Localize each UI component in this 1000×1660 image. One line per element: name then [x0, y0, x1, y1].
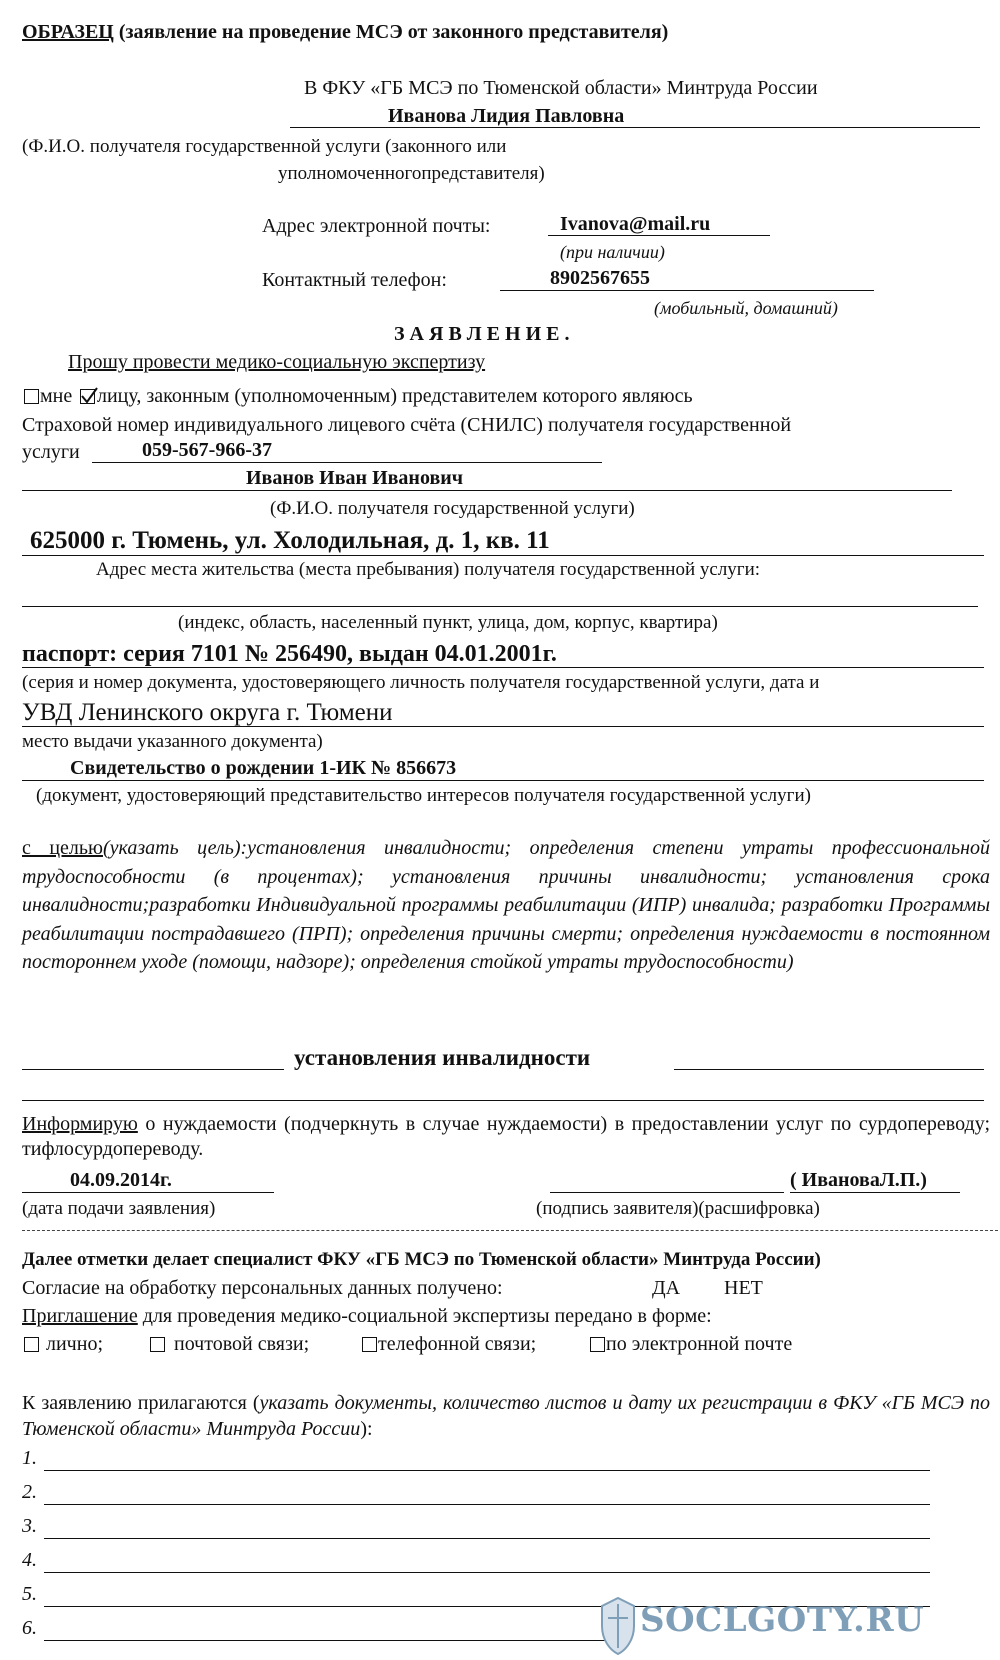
document-title	[22, 20, 668, 44]
addressee-to: В ФКУ «ГБ МСЭ по Тюменской области» Минтруда России	[304, 77, 818, 99]
email-value: Ivanova@mail.ru	[560, 213, 711, 235]
passport-value: паспорт: серия 7101 № 256490, выдан 04.01.2001г.	[22, 641, 557, 667]
title-sample-word: ОБРАЗЕЦ	[22, 21, 114, 43]
attachment-line[interactable]	[44, 1504, 930, 1505]
invite-line	[22, 1304, 712, 1328]
title-rest: (заявление на проведение МСЭ от законного представителя)	[113, 21, 669, 43]
recipient-name: Иванов Иван Иванович	[246, 467, 464, 489]
attachments-note: указать документы, количество листов и дату их регистрации в ФКУ «ГБ МСЭ по Тюменской области» Минтруда России	[22, 1392, 990, 1440]
attachment-line[interactable]	[44, 1640, 624, 1641]
snils-value: 059-567-966-37	[142, 439, 272, 461]
attachments-tail: ):	[360, 1418, 373, 1440]
check-mark-icon	[80, 387, 98, 405]
phone-value: 8902567655	[550, 267, 650, 289]
rep-doc-line	[22, 780, 984, 781]
signature-line[interactable]	[550, 1192, 784, 1193]
checkbox-post[interactable]	[150, 1337, 165, 1352]
date-line	[22, 1192, 274, 1193]
option-email: по электронной почте	[606, 1333, 793, 1355]
consent-yes[interactable]: ДА	[652, 1277, 681, 1299]
attachment-number: 6.	[22, 1617, 37, 1639]
date-caption: (дата подачи заявления)	[22, 1198, 216, 1219]
rep-doc-value: Свидетельство о рождении 1-ИК № 856673	[70, 757, 457, 779]
issuer-caption: место выдачи указанного документа)	[22, 731, 323, 752]
purpose-paragraph	[22, 834, 990, 977]
applicant-caption-1: (Ф.И.О. получателя государственной услуги (законного или	[22, 136, 507, 157]
purpose-line-left	[22, 1069, 284, 1070]
purpose-label: с целью	[22, 837, 103, 859]
option-me-label: мне	[40, 385, 73, 407]
attachment-line[interactable]	[44, 1538, 930, 1539]
shield-icon	[600, 1596, 636, 1656]
inform-text: о нуждаемости (подчеркнуть в случае нуждаемости) в предоставлении услуг по сурдопереводу; тифлосурдопереводу.	[22, 1113, 990, 1160]
statement-heading: З А Я В Л Е Н И Е .	[394, 323, 570, 345]
recipient-line	[22, 490, 952, 491]
invite-label: Приглашение	[22, 1305, 138, 1327]
checkbox-email[interactable]	[590, 1337, 605, 1352]
attachments-lead: К заявлению прилагаются (	[22, 1392, 260, 1414]
snils-label: услуги	[22, 441, 80, 463]
option-person-label: лицу, законным (уполномоченным) представителем которого являюсь	[97, 385, 693, 407]
issuer-value: УВД Ленинского округа г. Тюмени	[22, 699, 393, 726]
phone-note: (мобильный, домашний)	[654, 298, 838, 318]
snils-text: Страховой номер индивидуального лицевого счёта (СНИЛС) получателя государственной	[22, 414, 792, 436]
email-label: Адрес электронной почты:	[262, 215, 491, 237]
inform-label: Информирую	[22, 1113, 138, 1135]
address-line	[22, 555, 984, 556]
address-blank-line	[22, 606, 978, 607]
option-post: почтовой связи;	[174, 1333, 310, 1355]
attachments-paragraph	[22, 1390, 990, 1442]
applicant-name-line	[290, 127, 980, 128]
attachment-line[interactable]	[44, 1572, 930, 1573]
inform-paragraph	[22, 1112, 990, 1162]
attachment-line[interactable]	[44, 1470, 930, 1471]
option-personal: лично;	[46, 1333, 104, 1355]
attachment-number: 2.	[22, 1481, 37, 1503]
phone-label: Контактный телефон:	[262, 269, 447, 291]
attachment-number: 3.	[22, 1515, 37, 1537]
passport-caption: (серия и номер документа, удостоверяющего личность получателя государственной услуги, дата и	[22, 672, 820, 693]
attachment-number: 1.	[22, 1447, 37, 1469]
statement-request: Прошу провести медико-социальную экспертизу	[68, 351, 486, 373]
consent-text: Согласие на обработку персональных данных получено:	[22, 1277, 503, 1299]
email-line	[548, 235, 770, 236]
recipient-caption: (Ф.И.О. получателя государственной услуги)	[270, 498, 635, 519]
attachment-number: 5.	[22, 1583, 37, 1605]
passport-line	[22, 667, 984, 668]
purpose-value: установления инвалидности	[294, 1045, 591, 1070]
date-value: 04.09.2014г.	[70, 1169, 172, 1191]
rep-doc-caption: (документ, удостоверяющий представительство интересов получателя государственной услуги)	[36, 785, 811, 806]
applicant-name: Иванова Лидия Павловна	[388, 105, 625, 127]
email-note: (при наличии)	[560, 242, 665, 262]
purpose-text: (указать цель):установления инвалидности; определения степени утраты профессиональной трудоспособности (в процентах); установления причины инвалидности; установления срока инвалидности;разработки Индивидуальной программы реабилитации (ИПР) инвалида; разработки Программы реабилитации пострадавшего (ПРП); определения причины смерти; определения нуждаемости в постоянном постороннем уходе (помощи, надзоре); определения стойкой утраты трудоспособности)	[22, 837, 990, 973]
applicant-caption-2: уполномоченногопредставителя)	[278, 163, 545, 184]
purpose-blank-line	[22, 1100, 984, 1101]
signature-name-line	[790, 1192, 960, 1193]
separator-dashed	[22, 1230, 998, 1231]
phone-line	[500, 290, 874, 291]
option-phone: телефонной связи;	[378, 1333, 537, 1355]
signature-value: ( ИвановаЛ.П.)	[790, 1169, 927, 1191]
watermark-text: SOCLGOTY.RU	[640, 1600, 925, 1640]
address-value: 625000 г. Тюмень, ул. Холодильная, д. 1, кв. 11	[30, 527, 550, 554]
address-caption-2: (индекс, область, населенный пункт, улица, дом, корпус, квартира)	[178, 612, 718, 633]
purpose-line-right	[674, 1069, 984, 1070]
address-caption: Адрес места жительства (места пребывания) получателя государственной услуги:	[96, 559, 761, 580]
attachment-number: 4.	[22, 1549, 37, 1571]
checkbox-phone[interactable]	[362, 1337, 377, 1352]
checkbox-me[interactable]	[24, 389, 39, 404]
consent-no[interactable]: НЕТ	[724, 1277, 763, 1299]
signature-caption: (подпись заявителя)(расшифровка)	[536, 1198, 820, 1219]
issuer-line	[22, 726, 984, 727]
checkbox-personal[interactable]	[24, 1337, 39, 1352]
checkbox-person-checked[interactable]	[80, 389, 95, 404]
invite-text: для проведения медико-социальной экспертизы передано в форме:	[137, 1305, 712, 1327]
specialist-heading: Далее отметки делает специалист ФКУ «ГБ МСЭ по Тюменской области» Минтруда России)	[22, 1249, 821, 1270]
snils-line	[92, 462, 602, 463]
